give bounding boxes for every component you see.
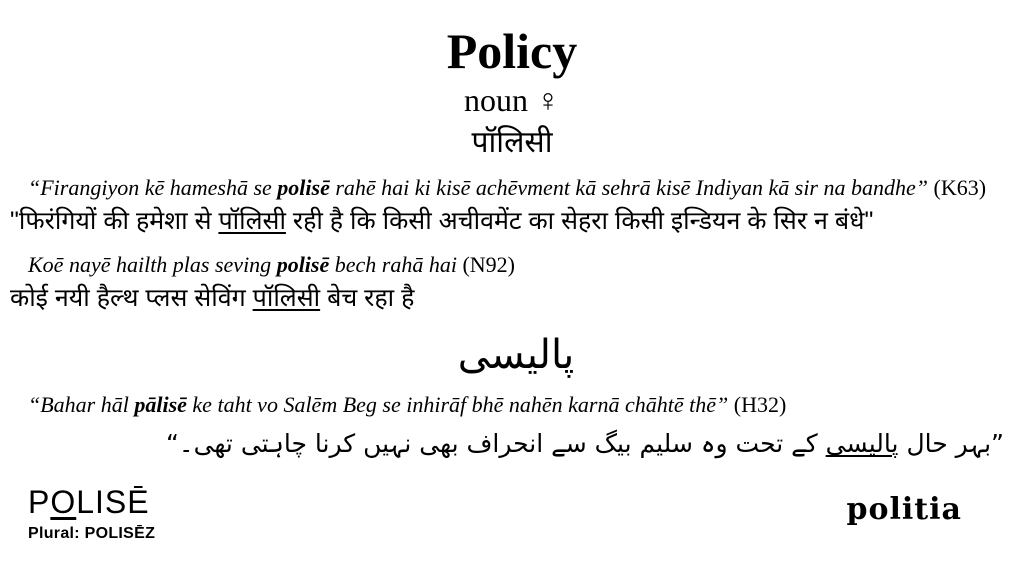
- feminine-gender-symbol: ♀: [536, 82, 560, 118]
- source-reference: (N92): [462, 252, 515, 278]
- plural-line: [28, 525, 155, 543]
- headword-english: Policy: [446, 23, 578, 79]
- plural-label: Plural:: [28, 524, 85, 542]
- keyword-underlined: پالیسی: [825, 429, 899, 459]
- quote-text: रही है कि किसी अचीवमेंट का सेहरा किसी इन्डियन के सिर न बंधे": [285, 206, 874, 235]
- keyword-underlined: पॉलिसी: [218, 206, 286, 235]
- keyword-bold: pālisē: [134, 392, 187, 418]
- romanized-underlined-letter: O: [50, 484, 77, 520]
- headword-urdu: پالیسی: [457, 332, 575, 379]
- example-3-urdu: [28, 425, 1004, 463]
- quote-text: کے تحت وہ سلیم بیگ سے انحراف بھی نہیں کرنا چاہتی تھی۔“: [165, 429, 826, 459]
- quote-text: ”بہر حال: [898, 429, 1004, 459]
- headword-devanagari: पॉलिसी: [471, 125, 553, 159]
- example-2-hindi: [10, 282, 1004, 316]
- source-reference: (K63): [933, 174, 987, 200]
- romanized-text: LISĒ: [76, 484, 150, 520]
- romanized-headword: [28, 486, 155, 520]
- etymology-blackletter: politia: [846, 492, 962, 527]
- part-of-speech-line: [0, 84, 1024, 118]
- part-of-speech: noun: [464, 82, 528, 118]
- keyword-bold: polisē: [276, 252, 330, 278]
- keyword-bold: polisē: [277, 174, 330, 200]
- romanized-block: [28, 486, 155, 543]
- source-reference: (H32): [733, 392, 787, 418]
- romanized-text: P: [28, 484, 51, 520]
- example-3-roman: [28, 390, 996, 419]
- keyword-underlined: पॉलिसी: [252, 284, 321, 313]
- quote-text: “Firangiyon kē hameshā se: [28, 174, 278, 200]
- quote-text: Koē nayē hailth plas seving: [28, 252, 277, 278]
- example-1-hindi: [10, 205, 1004, 239]
- plural-value: POLISĒZ: [84, 524, 156, 542]
- example-2-roman: [28, 250, 996, 279]
- quote-text: "फिरंगियों की हमेशा से: [10, 206, 219, 235]
- example-sentences: [10, 173, 1004, 463]
- entry-footer: [28, 486, 962, 543]
- quote-text: bech rahā hai: [329, 252, 463, 278]
- quote-text: ke taht vo Salēm Beg se inhirāf bhē nahēn karnā chāhtē thē”: [186, 392, 734, 418]
- quote-text: कोई नयी हैल्थ प्लस सेविंग: [10, 284, 253, 313]
- example-1-roman: [28, 173, 996, 202]
- quote-text: बेच रहा है: [320, 284, 415, 313]
- entry-header: [0, 0, 1024, 161]
- quote-text: rahē hai ki kisē achēvment kā sehrā kisē Indiyan kā sir na bandhe”: [329, 174, 934, 200]
- quote-text: “Bahar hāl: [28, 392, 135, 418]
